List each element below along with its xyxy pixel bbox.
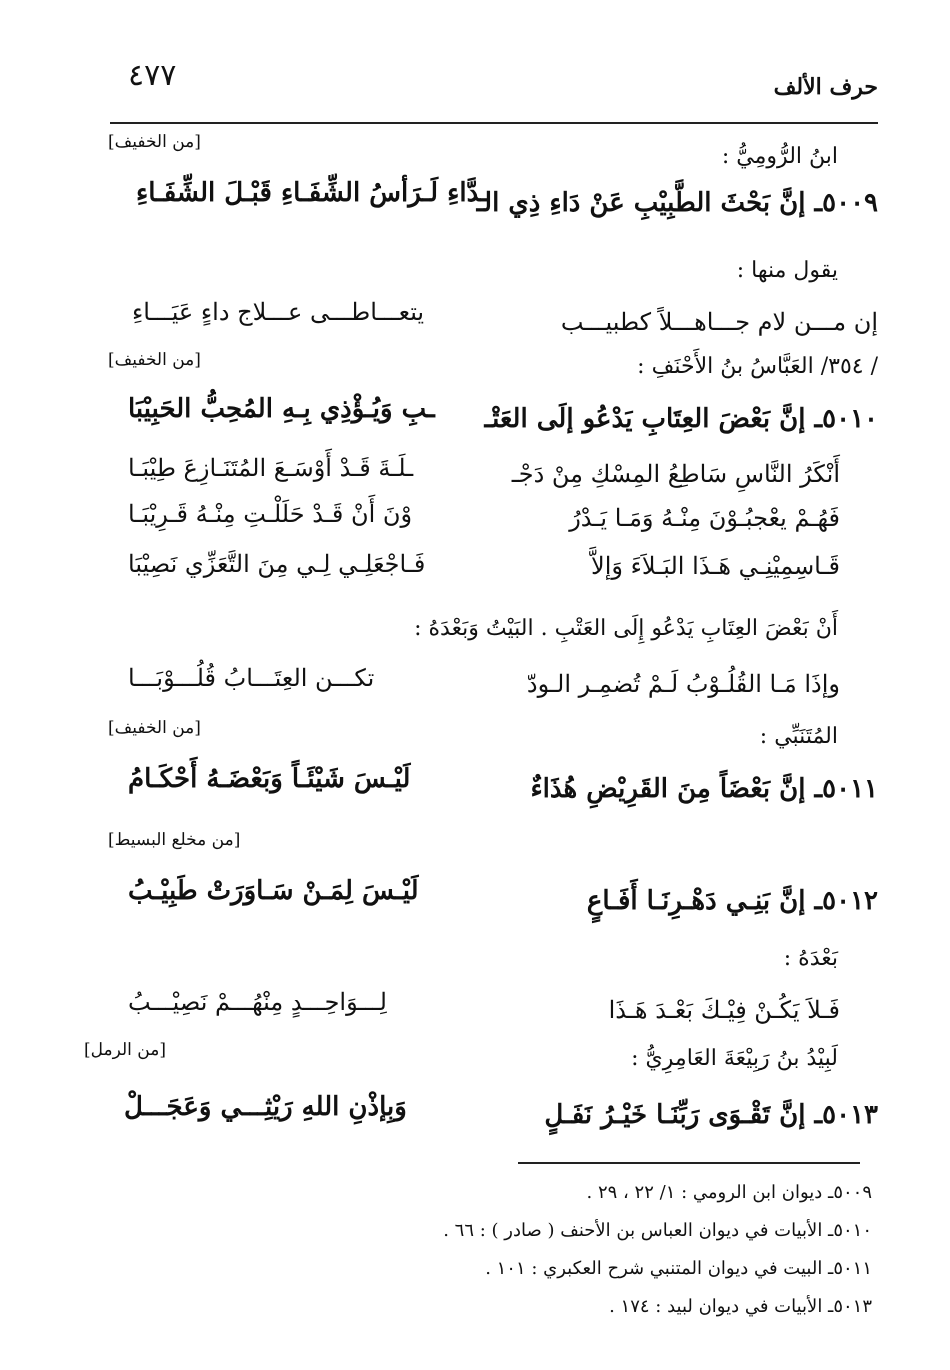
footnote: ٥٠٠٩ـ ديوان ابن الرومي : ١/ ٢٢ ، ٢٩ . <box>586 1182 872 1203</box>
poet-name: لَبِيْدُ بنُ رَبِيْعَةَ العَامِرِيُّ : <box>631 1046 838 1071</box>
quoted-verse-left: يتعـــاطـــى عـــلاج داءٍ عَيَـــاءِ <box>132 298 425 326</box>
quoted-verse-left: وْنَ أَنْ قَـدْ حَلَلْـتِ مِنْـهُ قَـرِيْبَـا <box>128 500 413 528</box>
verse-right-hemistich: ٥٠٠٩ـ إنَّ بَحْثَ الطَّبِيْبِ عَنْ دَاءِ ذِي الـ <box>476 188 878 218</box>
intro-text: يقول منها : <box>736 258 838 283</box>
quoted-verse-left: فَـاجْعَلِـي لِـي مِنَ التَّعَزِّي نَصِيْبَا <box>128 550 426 578</box>
verse-left-hemistich: ـدَّاءِ لَـرَأسُ الشِّفَـاءِ قَبْـلَ الشِّفَـاءِ <box>136 178 488 208</box>
meter-label: [من الرمل] <box>84 1040 166 1060</box>
poet-name: / ٣٥٤/ العَبَّاسُ بنُ الأَحْنَفِ : <box>637 354 878 379</box>
meter-label: [من الخفيف] <box>108 718 201 738</box>
intro-text: بَعْدَهُ : <box>783 946 838 971</box>
verse-right-hemistich: ٥٠١٢ـ إنَّ بَنِـي دَهْـرِنَـا أَفَـاعٍ <box>586 886 878 916</box>
quoted-verse-right: وإذَا مَـا القُلُـوْبُ لَـمْ تُضمِـر الـودّ <box>526 670 840 698</box>
quoted-verse-right: فَهُـمْ يعْجبُـوْنَ مِنْـهُ وَمَـا يَـدْرُ <box>569 504 840 532</box>
quoted-verse-right: فَـلاَ يَكُـنْ فِيْـكَ بَعْـدَ هَـذَا <box>608 996 840 1024</box>
quoted-verse-left: تكـــن العِتَـــابُ قُلُـــوْبَـــا <box>128 664 375 692</box>
poet-name: ابنُ الرُّومِيُّ : <box>721 144 838 169</box>
quoted-verse-right: إن مـــن لام جـــاهـــلاً كطبيـــب <box>560 308 878 336</box>
verse-right-hemistich: ٥٠١٠ـ إنَّ بَعْضَ العِتَابِ يَدْعُو إلَى العَتْـ <box>484 404 878 434</box>
intro-text: أَنْ بَعْضَ العِتَابِ يَدْعُو إِلَى العَتْبِ . البَيْتُ وَبَعْدَهُ : <box>414 616 838 641</box>
verse-right-hemistich: ٥٠١١ـ إنَّ بَعْضَاً مِنَ القَرِيْضِ هُذَاءٌ <box>530 774 878 804</box>
running-header-title: حرف الألف <box>773 74 878 100</box>
quoted-verse-left: ـلَـةَ قَـدْ أَوْسَـعَ المُتَنَـازِعَ طِيْبَـا <box>128 454 414 482</box>
meter-label: [من الخفيف] <box>108 132 201 152</box>
meter-label: [من مخلع البسيط] <box>108 830 241 850</box>
footnote-rule <box>518 1162 860 1164</box>
quoted-verse-right: أَنْكَرُ النَّاسِ سَاطِعُ المِسْكِ مِنْ دَجْـ <box>511 460 840 488</box>
footnote: ٥٠١٣ـ الأبيات في ديوان لبيد : ١٧٤ . <box>609 1296 872 1317</box>
verse-left-hemistich: وَبِإذْنِ اللهِ رَيْثِـــي وَعَجَـــلْ <box>124 1092 407 1122</box>
verse-left-hemistich: لَيْـسَ شَيْئَـاً وَبَعْضَـهُ أَحْكَـامُ <box>128 764 411 794</box>
meter-label: [من الخفيف] <box>108 350 201 370</box>
verse-right-hemistich: ٥٠١٣ـ إنَّ تَقْـوَى رَبِّنَـا خَيْـرُ نَفَـلٍ <box>544 1100 878 1130</box>
footnote: ٥٠١٠ـ الأبيات في ديوان العباس بن الأحنف ( صادر ) : ٦٦ . <box>443 1220 872 1241</box>
poet-name: المُتَنَبِّي : <box>759 724 838 749</box>
header-rule <box>110 122 878 124</box>
verse-left-hemistich: ـبِ وَيُـؤْذِي بِـهِ المُحِبُّ الحَبِيْبَا <box>128 394 435 424</box>
quoted-verse-right: قَـاسِمِيْنِـي هَـذَا البَـلاَءَ وَإلاَّ <box>591 552 840 580</box>
page-number: ٤٧٧ <box>128 58 177 93</box>
verse-left-hemistich: لَيْـسَ لِمَـنْ سَـاوَرَتْ طَبِيْـبُ <box>128 876 419 906</box>
quoted-verse-left: لِـــوَاحِـــدٍ مِنْهُـــمْ نَصِيْـــبُ <box>128 988 387 1016</box>
footnote: ٥٠١١ـ البيت في ديوان المتنبي شرح العكبري : ١٠١ . <box>485 1258 872 1279</box>
